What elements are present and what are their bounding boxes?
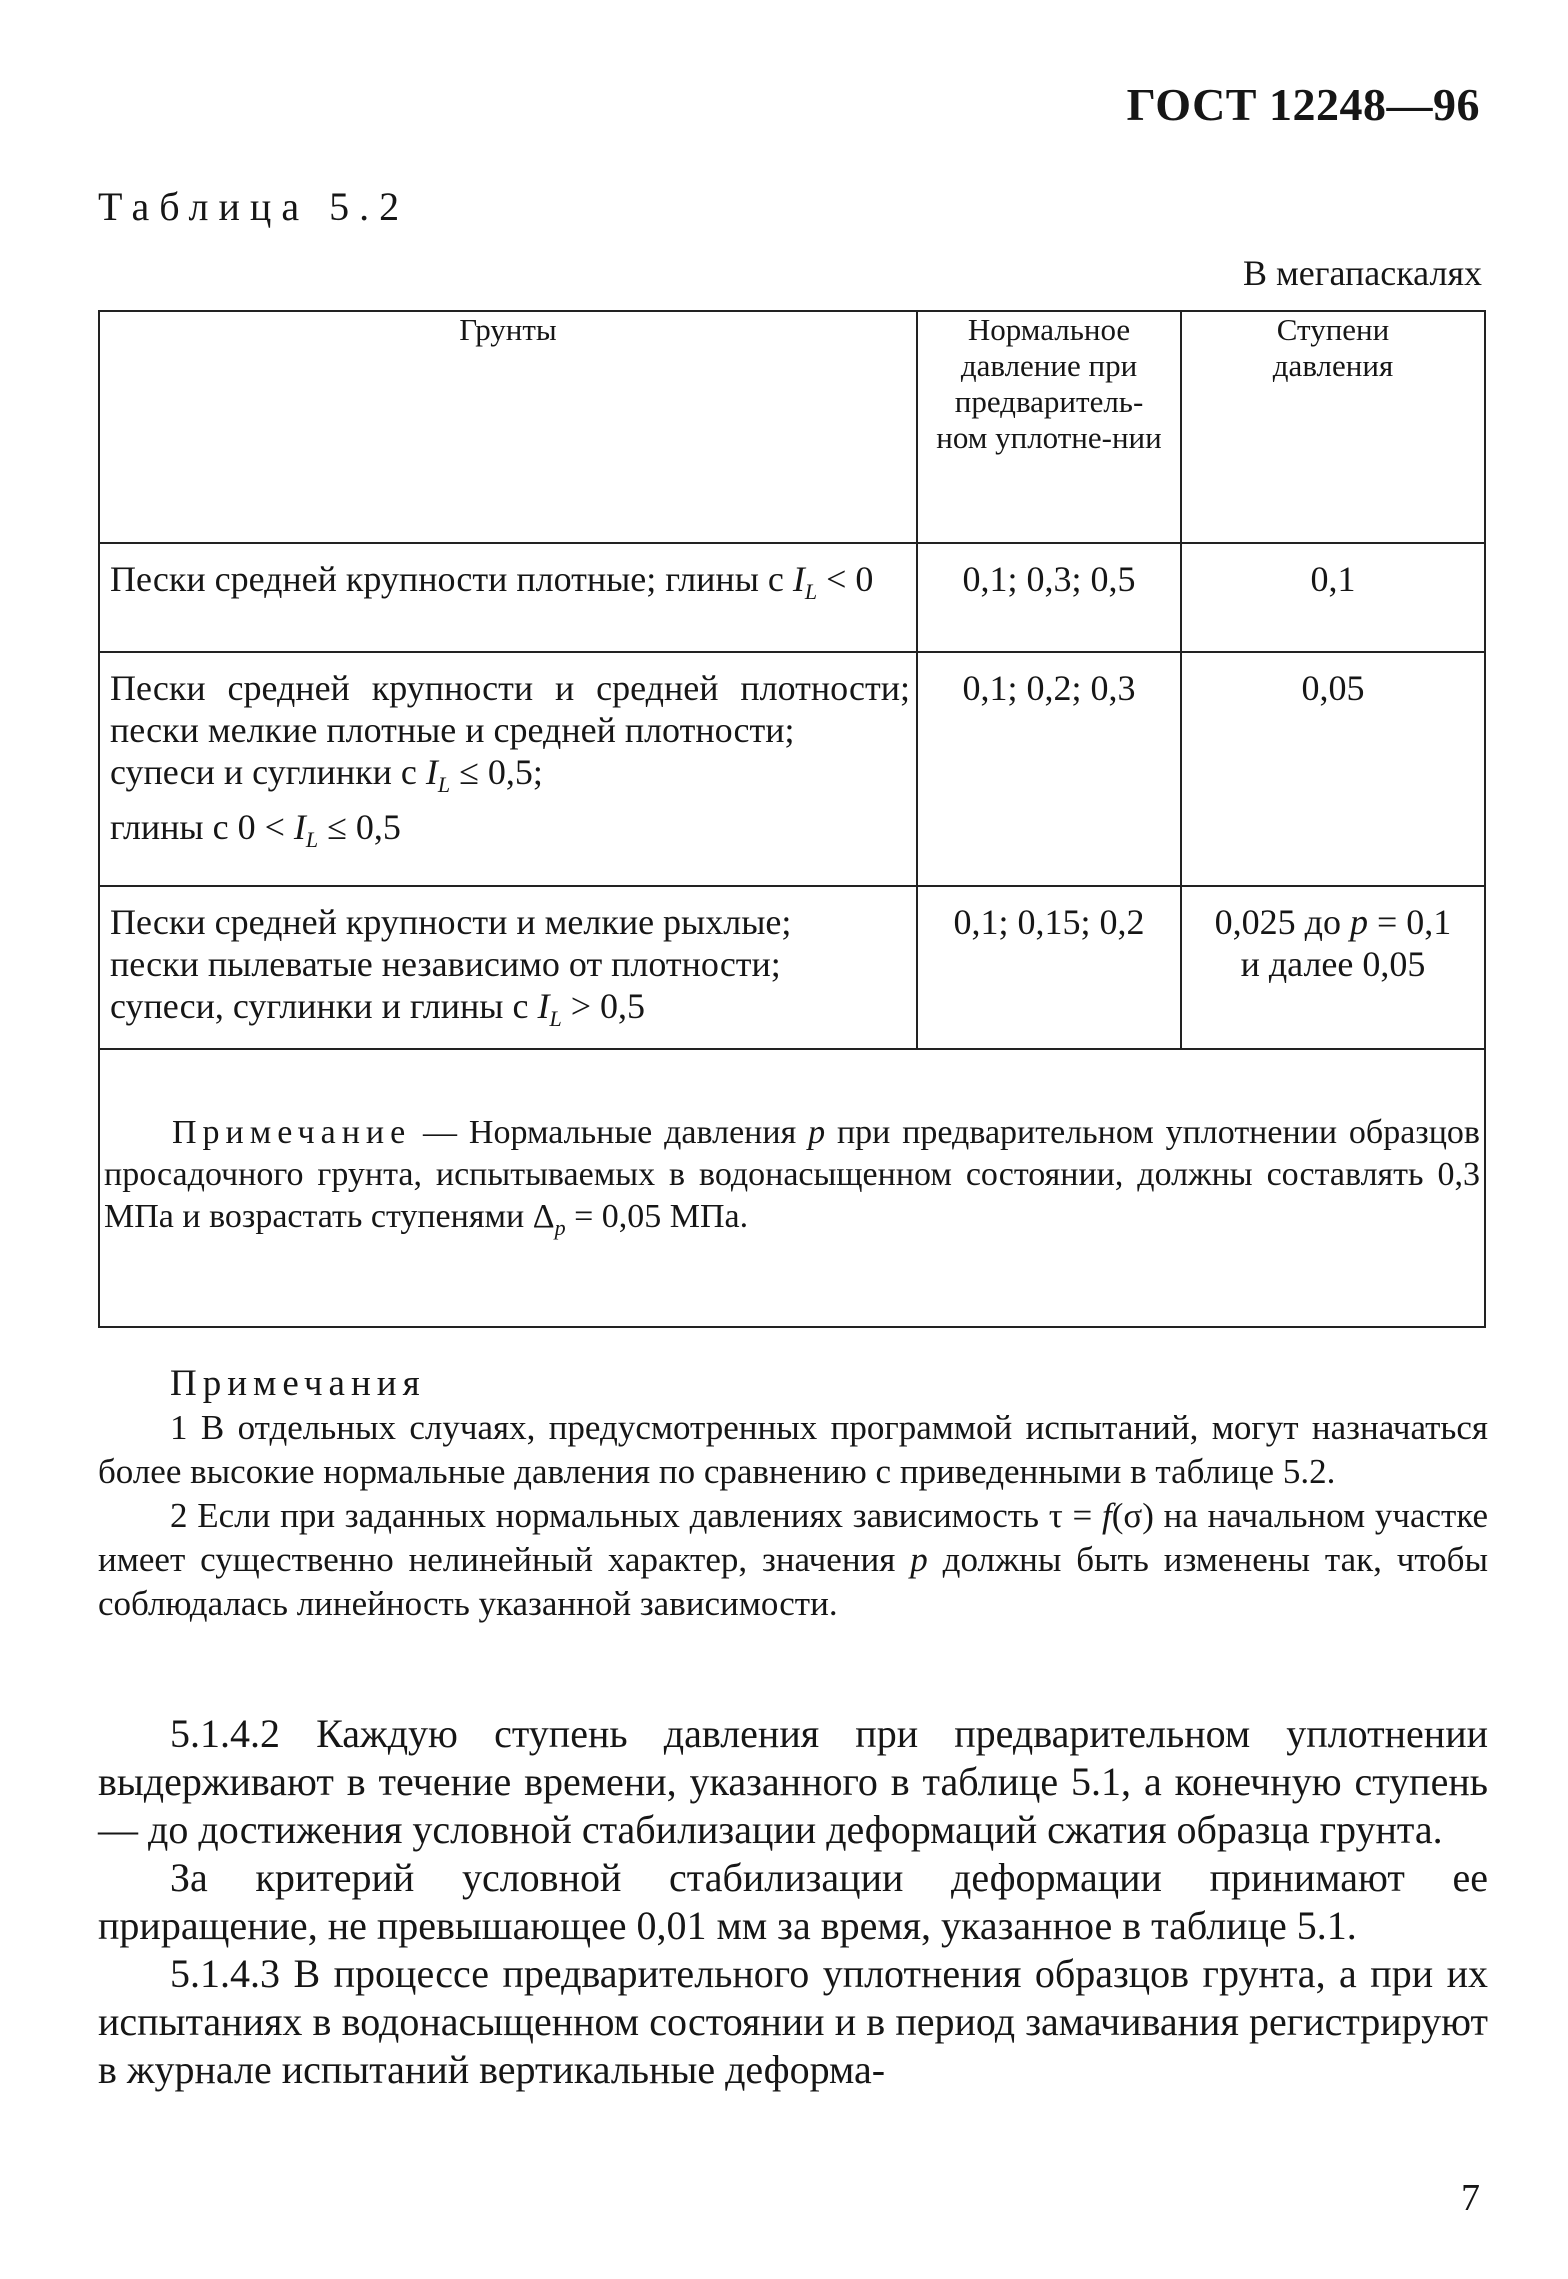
col-header-pressure-steps: Ступени давления: [1181, 311, 1485, 543]
pressure-cell: 0,1; 0,15; 0,2: [917, 886, 1181, 1049]
soil-cell: Пески средней крупности и средней плотности; пески мелкие плотные и средней плотности; супеси и суглинки с $I_L \le 0,5$; глины с $0 < I_L \le 0,5$: [99, 652, 917, 886]
soil-cell: Пески средней крупности и мелкие рыхлые; пески пылеватые независимо от плотности; супеси, суглинки и глины с $I_L > 0,5$: [99, 886, 917, 1049]
table-units: В мегапаскалях: [1242, 253, 1482, 293]
table-note-row: [99, 1049, 1485, 1327]
document-code: ГОСТ 12248—96: [1126, 79, 1480, 130]
table-row: [99, 886, 1485, 1049]
table-note-label: Примечание: [172, 1114, 412, 1152]
pressure-table: [98, 310, 1486, 1328]
pressure-cell: 0,1; 0,2; 0,3: [917, 652, 1181, 886]
page-number: 7: [1461, 2177, 1480, 2219]
col-header-soils: Грунты: [99, 311, 917, 543]
note-item: 2 Если при заданных нормальных давлениях зависимость τ = f(σ) на начальном участке имеет существенно нелинейный характер, значения p должны быть изменены так, чтобы соблюдалась линейность указанной зависимости.: [98, 1496, 1488, 1623]
table-note: Примечание — Нормальные давления p при предварительном уплотнении образцов просадочного грунта, испытываемых в водонасыщенном состоянии, должны составлять 0,3 МПа и возрастать ступенями $\Delta_p = 0,05$ МПа.: [99, 1049, 1485, 1327]
table-title: Таблица 5.2: [98, 184, 410, 229]
table-row: [99, 543, 1485, 652]
steps-cell: 0,025 до p = 0,1 и далее 0,05: [1181, 886, 1485, 1049]
pressure-cell: 0,1; 0,3; 0,5: [917, 543, 1181, 652]
body-text: [98, 1710, 1488, 2094]
col-header-normal-pressure: Нормальное давление при предваритель-ном уплотне-нии: [917, 311, 1181, 543]
notes-heading: Примечания: [170, 1363, 426, 1404]
paragraph: 5.1.4.2 Каждую ступень давления при предварительном уплотнении выдерживают в течение времени, указанного в таблице 5.1, а конечную ступень — до достижения условной стабилизации деформаций сжатия образца грунта.: [98, 1711, 1488, 1852]
notes-section: [98, 1362, 1488, 1626]
table-row: [99, 652, 1485, 886]
steps-cell: 0,1: [1181, 543, 1485, 652]
table-header-row: [99, 311, 1485, 543]
paragraph: За критерий условной стабилизации деформации принимают ее приращение, не превышающее 0,01 мм за время, указанное в таблице 5.1.: [98, 1855, 1488, 1948]
paragraph: 5.1.4.3 В процессе предварительного уплотнения образцов грунта, а при их испытаниях в водонасыщенном состоянии и в период замачивания регистрируют в журнале испытаний вертикальные деформа-: [98, 1951, 1488, 2092]
note-item: 1 В отдельных случаях, предусмотренных программой испытаний, могут назначаться более высокие нормальные давления по сравнению с приведенными в таблице 5.2.: [98, 1408, 1488, 1491]
steps-cell: 0,05: [1181, 652, 1485, 886]
soil-cell: Пески средней крупности плотные; глины с $I_L < 0$: [99, 543, 917, 652]
